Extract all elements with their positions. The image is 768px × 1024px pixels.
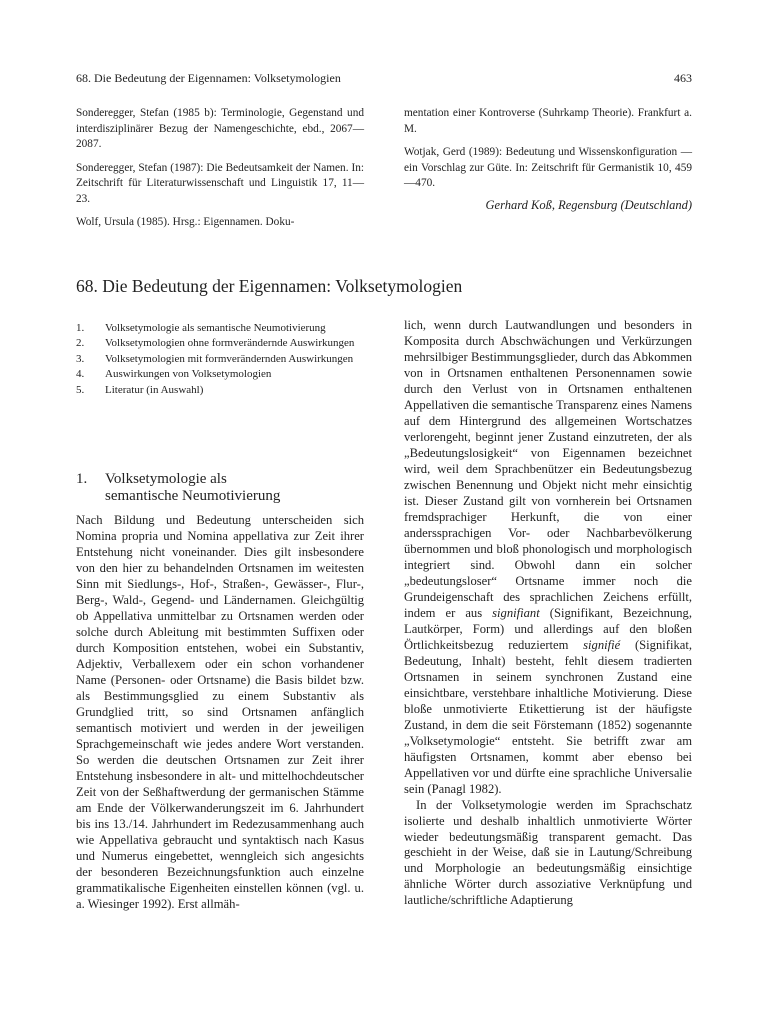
page-number: 463 bbox=[674, 71, 692, 85]
article-title: 68. Die Bedeutung der Eigennamen: Volksetymologien bbox=[76, 276, 463, 296]
section-title-line: semantische Neumotivierung bbox=[105, 488, 281, 504]
toc-item: 5. Literatur (in Auswahl) bbox=[76, 383, 204, 396]
reference-entry: Sonderegger, Stefan (1987): Die Bedeutsamkeit der Namen. In: Zeitschrift für Literaturwissenschaft und Linguistik 17, 11—23. bbox=[76, 161, 364, 205]
references-left bbox=[76, 106, 364, 239]
running-head: 68. Die Bedeutung der Eigennamen: Volksetymologien bbox=[76, 71, 341, 85]
term-signifie: signifié bbox=[583, 637, 621, 652]
toc-item: 4. Auswirkungen von Volksetymologien bbox=[76, 368, 272, 381]
reference-entry: Sonderegger, Stefan (1985 b): Terminologie, Gegenstand und interdisziplinärer Bezug der Namengeschichte, ebd., 2067—2087. bbox=[76, 107, 364, 150]
reference-entry: mentation einer Kontroverse (Suhrkamp Theorie). Frankfurt a. M. bbox=[404, 107, 692, 135]
body-paragraph: In der Volksetymologie werden im Sprachschatz isolierte und deshalb inhaltlich unmotivierte Wörter wieder bedeutungsmäßig transparent gemacht. Das geschieht in der Weise, daß sie in Lautung/Schreibung und Morphologie an bedeutungsmäßig einsichtige ähnliche Wörter durch assoziative Verknüpfung und lautliche/schriftliche Adaptierung bbox=[404, 797, 692, 908]
author-signature: Gerhard Koß, Regensburg (Deutschland) bbox=[485, 198, 692, 212]
body-paragraph: lich, wenn durch Lautwandlungen und besonders in Komposita durch Abschwächungen und Verkürzungen mehrsilbiger Bestimmungsglieder, durch das Abkommen von in Ortsnamen enthaltenen Personennamen sowie durch den Verlust von in Ortsnamen enthaltenen Appellativen die semantische Transparenz eines Namens auf dem Hintergrund des allgemeinen Wortschatzes verlorengeht, beginnt jener Zustand einzutreten, der als „Bedeutungslosigkeit“ von Eigennamen bezeichnet wird, weil dem Sprachbenützer ein Bedeutungsbezug zwischen Benennung und Objekt nicht mehr einsichtig ist. Dieser Zustand gilt von vornherein bei Ortsnamen fremdsprachiger Herkunft, die von einer anderssprachigen Vor- oder Nachbarbevölkerung übernommen und bloß phonologisch und morphologisch integriert sind. Obwohl dann ein solcher „bedeutungsloser“ Ortsname immer noch die Grundeigenschaft des sprachlichen Zeichens erfüllt, indem er aus signifiant (Signifikant, Bezeichnung, Lautkörper, Form) und allerdings auf den bloßen Örtlichkeitsbezug reduziertem signifié (Signifikat, Bedeutung, Inhalt) besteht, fehlt diesem tradierten Ortsnamen in seinem synchronen Zustand eine einsichtbare, verstehbare inhaltliche Motivierung. Diese bloße unmotivierte Etikettierung ist der häufigste Zustand, in dem die seit Förstemann (1852) sogenannte „Volksetymologie“ entsteht. Sie betrifft zwar am häufigsten Ortsnamen, kommt aber ebenso bei Appellativen vor und dürfte eine sprachliche Universalie sein (Panagl 1982). bbox=[404, 318, 692, 796]
toc-item: 1. Volksetymologie als semantische Neumotivierung bbox=[76, 322, 326, 334]
section-title-line: Volksetymologie als bbox=[105, 471, 227, 487]
section-heading: 1. Volksetymologie als semantische Neumotivierung bbox=[76, 471, 281, 504]
reference-entry: Wolf, Ursula (1985). Hrsg.: Eigennamen. Doku- bbox=[76, 216, 295, 228]
body-column-right bbox=[404, 318, 692, 909]
toc-item: 3. Volksetymologien mit formverändernden Auswirkungen bbox=[76, 352, 354, 365]
body-column-left bbox=[76, 513, 364, 913]
toc-item: 2. Volksetymologien ohne formverändernde Auswirkungen bbox=[76, 337, 355, 350]
references-right bbox=[404, 106, 692, 200]
table-of-contents bbox=[76, 321, 366, 398]
body-paragraph: Nach Bildung und Bedeutung unterscheiden sich Nomina propria und Nomina appellativa zur Zeit ihrer Entstehung nicht voneinander. Dies gilt insbesondere von den hier zu behandelnden Ortsnamen im weitesten Sinn mit Siedlungs-, Hof-, Straßen-, Gewässer-, Flur-, Berg-, Wald-, Gegend- und Ländernamen. Gleichgültig ob Appellativa unmittelbar zu Ortsnamen werden oder solche durch Ableitung mit bestimmten Suffixen oder durch Komposition entstehen, wobei ein Substantiv, Adjektiv, Verballexem oder ein schon vorhandener Name (Personen- oder Ortsname) die Basis bildet bzw. als Bestimmungsglied zu einem Substantiv als Grundglied tritt, so sind Ortsnamen anfänglich semantisch motiviert und werden in der jeweiligen Sprachgemeinschaft wie jedes andere Wort verstanden. So werden die deutschen Ortsnamen zur Zeit ihrer Entstehung insbesondere in alt- und mittelhochdeutscher Zeit von der Seßhaftwerdung der germanischen Stämme am Ende der Völkerwanderungszeit im 6. Jahrhundert bis ins 13./14. Jahrhundert im Redezusammenhang auch wie Appellativa gebraucht und syntaktisch nach Kasus und Numerus eingebettet, wenngleich sich angesichts der besonderen Bezeichnungsfunktion auch einzelne grammatikalische Eigenheiten einstellen können (vgl. u. a. Wiesinger 1992). Erst allmäh- bbox=[76, 513, 364, 911]
term-signifiant: signifiant bbox=[492, 605, 540, 620]
reference-entry: Wotjak, Gerd (1989): Bedeutung und Wissenskonfiguration — ein Vorschlag zur Güte. In: Zeitschrift für Germanistik 10, 459—470. bbox=[404, 146, 692, 189]
